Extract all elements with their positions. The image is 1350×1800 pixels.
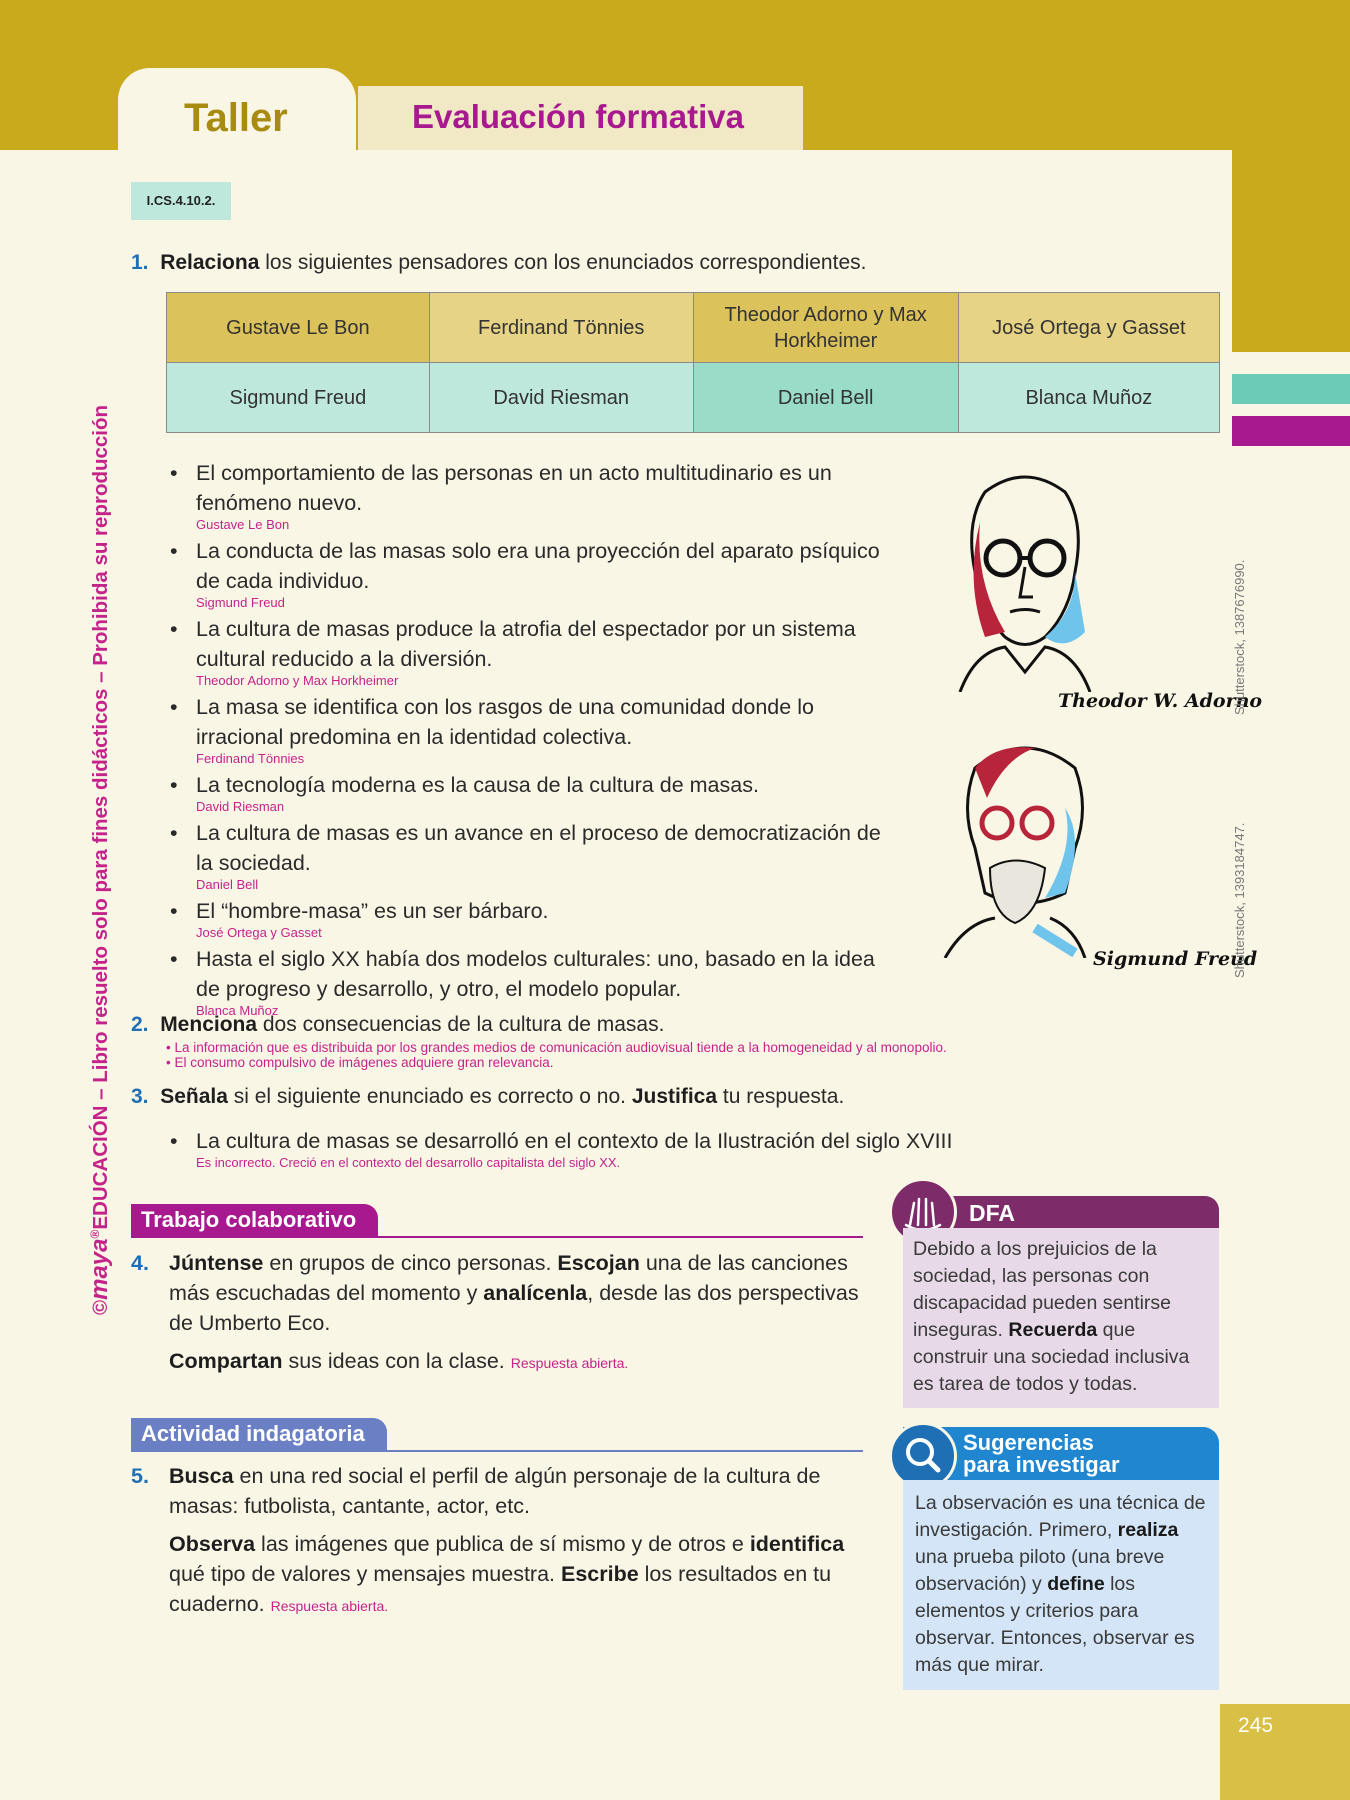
list-item xyxy=(170,818,890,892)
teal-strip xyxy=(1232,374,1350,404)
tab-taller xyxy=(118,68,356,158)
question-verb: Júntense xyxy=(169,1251,264,1275)
answer-text: Respuesta abierta. xyxy=(510,1355,629,1371)
statement-text: El comportamiento de las personas en un acto multitudinario es un fenómeno nuevo. xyxy=(196,461,832,515)
tab-evaluacion-label: Evaluación formativa xyxy=(412,98,744,135)
sugerencias-title-line1: Sugerencias xyxy=(963,1430,1094,1455)
question-text: los siguientes pensadores con los enunciados correspondientes. xyxy=(259,251,867,274)
copyright-text: EDUCACIÓN – Libro resuelto solo para fines didácticos – Prohibida su reproducción xyxy=(89,404,112,1230)
question-3-statement: • La cultura de masas se desarrolló en el contexto de la Ilustración del siglo XVIII Es incorrecto. Creció en el contexto del desarrollo capitalista del siglo XX. xyxy=(170,1126,1070,1174)
question-text: si el siguiente enunciado es correcto o no. xyxy=(227,1085,632,1108)
answer-line: La información que es distribuida por los grandes medios de comunicación audiovisual tiende a la homogeneidad y al monopolio. xyxy=(174,1040,947,1055)
sugerencias-title-line2: para investigar xyxy=(963,1452,1120,1477)
tab-taller-label: Taller xyxy=(184,96,288,140)
adorno-photo-credit: Shutterstock, 1387676990. xyxy=(1232,559,1247,715)
question-number: 1. xyxy=(131,251,149,274)
table-cell: Theodor Adorno y Max Horkheimer xyxy=(693,293,958,363)
list-item xyxy=(170,692,890,766)
question-text: los resultados en tu cuaderno. xyxy=(169,1562,832,1616)
question-verb: Compartan xyxy=(169,1349,283,1373)
freud-portrait-illustration xyxy=(925,728,1125,958)
dfa-text xyxy=(903,1228,1219,1398)
question-number: 2. xyxy=(131,1013,149,1036)
question-verb: Justifica xyxy=(631,1085,718,1108)
sugerencias-box xyxy=(903,1480,1219,1690)
list-item xyxy=(170,896,890,940)
section-divider xyxy=(131,1236,863,1238)
question-verb: Señala xyxy=(160,1085,228,1108)
statement-text: La cultura de masas se desarrolló en el contexto de la Ilustración del siglo XVIII xyxy=(196,1129,953,1153)
statement-text: La conducta de las masas solo era una proyección del aparato psíquico de cada individuo. xyxy=(196,539,880,593)
brand-logo-text: maya xyxy=(86,1238,113,1300)
answer-text: • El consumo compulsivo de imágenes adquiere gran relevancia. xyxy=(166,1055,554,1070)
freud-photo-credit: Shutterstock, 1393184747. xyxy=(1232,822,1247,978)
statement-list xyxy=(170,458,890,1022)
question-text: una de las canciones más escuchadas del momento y xyxy=(169,1251,848,1305)
section-divider xyxy=(131,1450,863,1452)
sugerencias-text-part: una prueba piloto (una breve observación) y xyxy=(915,1546,1165,1595)
question-verb: Busca xyxy=(169,1464,234,1488)
statement-text: La tecnología moderna es la causa de la cultura de masas. xyxy=(196,773,759,797)
dfa-text-bold: Recuerda xyxy=(1008,1319,1098,1341)
question-text: dos consecuencias de la cultura de masas. xyxy=(257,1013,665,1036)
question-number: 5. xyxy=(131,1464,149,1488)
statement-text: La masa se identifica con los rasgos de una comunidad donde lo irracional predomina en la identidad colectiva. xyxy=(196,695,814,749)
side-copyright xyxy=(86,405,114,1315)
section-title: Trabajo colaborativo xyxy=(131,1204,378,1236)
question-3 xyxy=(131,1082,1221,1112)
question-text: las imágenes que publica de sí mismo y de otros e xyxy=(255,1532,750,1556)
page-number: 245 xyxy=(1238,1714,1274,1737)
dfa-box xyxy=(903,1228,1219,1408)
question-verb: Relaciona xyxy=(160,251,260,274)
question-verb: analícenla xyxy=(483,1281,588,1305)
dfa-title: DFA xyxy=(969,1200,1015,1226)
table-cell: Sigmund Freud xyxy=(167,363,430,433)
section-trabajo-colaborativo xyxy=(131,1204,863,1236)
question-5 xyxy=(131,1461,866,1621)
statement-text: Hasta el siglo XX había dos modelos culturales: uno, basado en la idea de progreso y desarrollo, y otro, el modelo popular. xyxy=(196,947,875,1001)
answer-text: Blanca Muñoz xyxy=(196,1003,279,1018)
answer-text: José Ortega y Gasset xyxy=(196,925,322,940)
right-color-band xyxy=(1232,0,1350,352)
table-cell: Gustave Le Bon xyxy=(167,293,430,363)
question-text: tu respuesta. xyxy=(717,1085,845,1108)
indicator-code-badge: I.CS.4.10.2. xyxy=(131,182,231,220)
answer-text: • La información que es distribuida por los grandes medios de comunicación audiovisual tiende a la homogeneidad y al monopolio. xyxy=(166,1040,947,1055)
table-cell: Blanca Muñoz xyxy=(958,363,1219,433)
question-2-answers xyxy=(166,1040,1226,1070)
list-item xyxy=(170,458,890,532)
answer-text: Sigmund Freud xyxy=(196,595,285,610)
answer-line: El consumo compulsivo de imágenes adquiere gran relevancia. xyxy=(174,1055,554,1070)
table-cell: David Riesman xyxy=(429,363,693,433)
table-cell: Daniel Bell xyxy=(693,363,958,433)
question-text: sus ideas con la clase. xyxy=(282,1349,505,1373)
dfa-text-part: Debido a los prejuicios de la sociedad, las personas con discapacidad pueden sentirse inseguras. xyxy=(913,1238,1172,1341)
statement-text: La cultura de masas produce la atrofia del espectador por un sistema cultural reducido a la diversión. xyxy=(196,617,856,671)
copyright-symbol: © xyxy=(89,1299,112,1315)
sugerencias-text-part: La observación es una técnica de investigación. Primero, xyxy=(915,1492,1206,1541)
question-text: qué tipo de valores y mensajes muestra. xyxy=(169,1562,561,1586)
question-verb: Observa xyxy=(169,1532,256,1556)
question-number: 3. xyxy=(131,1085,149,1108)
sugerencias-text-bold: realiza xyxy=(1117,1519,1179,1541)
question-2 xyxy=(131,1010,1221,1040)
question-4 xyxy=(131,1248,866,1378)
table-cell: Ferdinand Tönnies xyxy=(429,293,693,363)
answer-text: Ferdinand Tönnies xyxy=(196,751,305,766)
answer-text: Respuesta abierta. xyxy=(270,1598,389,1614)
answer-text: Theodor Adorno y Max Horkheimer xyxy=(196,673,399,688)
table-cell: José Ortega y Gasset xyxy=(958,293,1219,363)
table-row xyxy=(167,363,1220,433)
tab-evaluacion xyxy=(358,86,803,150)
adorno-portrait-illustration xyxy=(925,462,1125,692)
registered-symbol: ® xyxy=(88,1229,103,1239)
sugerencias-text xyxy=(903,1480,1219,1679)
dfa-text-part: que construir una sociedad inclusiva es tarea de todos y todas. xyxy=(913,1319,1190,1395)
sugerencias-text-part: los elementos y criterios para observar. Entonces, observar es más que mirar. xyxy=(915,1573,1195,1676)
question-verb: Escojan xyxy=(557,1251,640,1275)
answer-text: David Riesman xyxy=(196,799,285,814)
adorno-signature: Theodor W. Adorno xyxy=(1058,690,1263,712)
statement-text: El “hombre-masa” es un ser bárbaro. xyxy=(196,899,549,923)
question-verb: identifica xyxy=(749,1532,845,1556)
list-item xyxy=(170,614,890,688)
sugerencias-text-bold: define xyxy=(1047,1573,1105,1595)
page-number-box xyxy=(1220,1704,1350,1800)
answer-text: Es incorrecto. Creció en el contexto del desarrollo capitalista del siglo XX. xyxy=(196,1155,621,1170)
list-item xyxy=(170,536,890,610)
question-text: , desde las dos perspectivas de Umberto Eco. xyxy=(169,1281,859,1335)
list-item xyxy=(170,944,890,1018)
answer-text: Daniel Bell xyxy=(196,877,259,892)
freud-signature: Sigmund Freud xyxy=(1093,948,1258,970)
question-1 xyxy=(131,248,1221,278)
question-text: en grupos de cinco personas. xyxy=(263,1251,558,1275)
list-item xyxy=(170,770,890,814)
answer-text: Gustave Le Bon xyxy=(196,517,290,532)
statement-text: La cultura de masas es un avance en el proceso de democratización de la sociedad. xyxy=(196,821,881,875)
magenta-strip xyxy=(1232,416,1350,446)
thinkers-table xyxy=(166,292,1220,433)
question-number: 4. xyxy=(131,1251,149,1275)
question-text: en una red social el perfil de algún personaje de la cultura de masas: futbolista, cantante, actor, etc. xyxy=(169,1464,821,1518)
question-verb: Escribe xyxy=(560,1562,639,1586)
section-title: Actividad indagatoria xyxy=(131,1418,387,1450)
question-verb: Menciona xyxy=(160,1013,258,1036)
section-actividad-indagatoria xyxy=(131,1418,863,1450)
table-row xyxy=(167,293,1220,363)
